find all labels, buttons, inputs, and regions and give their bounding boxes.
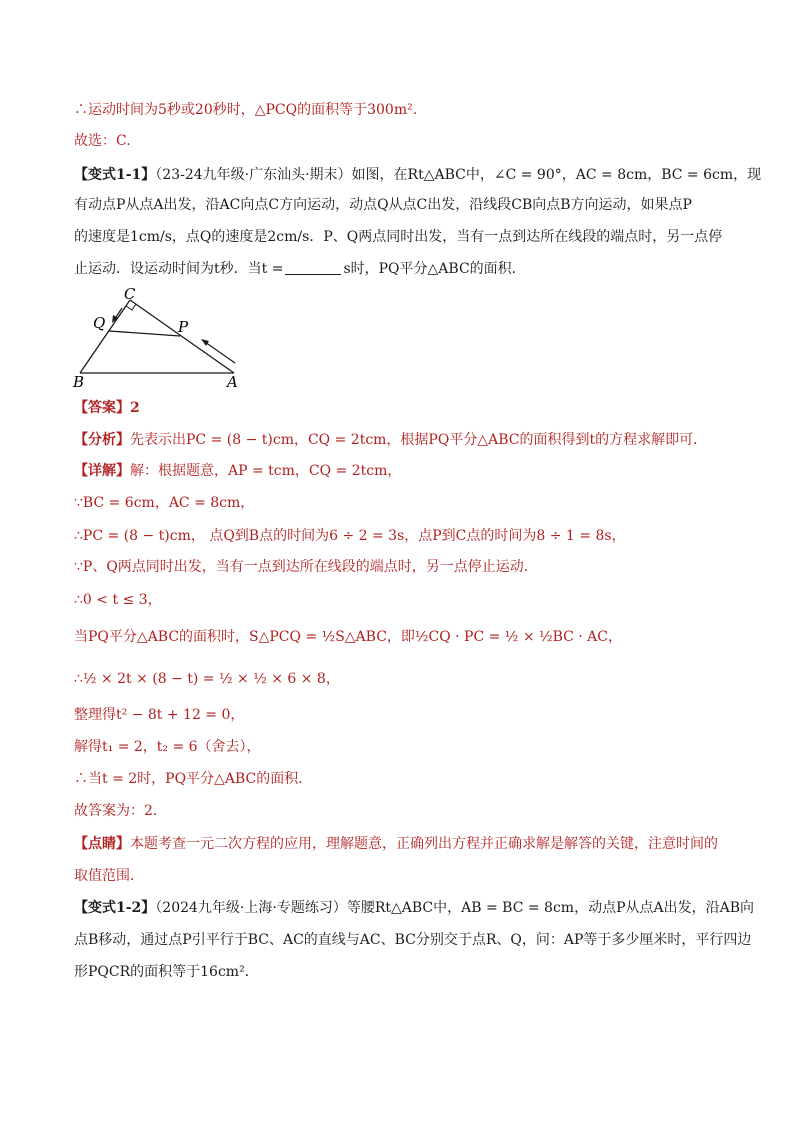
variant-1-2-question-line-1 <box>74 898 755 918</box>
solution-step-10: 故答案为：2． <box>74 803 167 819</box>
question-text-before-blank: 止运动．设运动时间为t秒．当t = <box>74 261 284 277</box>
key-point-tag: 【点睛】 <box>74 836 130 852</box>
analysis-line <box>74 430 724 450</box>
variant-1-2-text-1: （2024九年级·上海·专题练习）等腰Rt△ABC中，AB = BC = 8cm，动点P从点A出发，沿AB向 <box>155 900 755 916</box>
variant-1-1-question-line-4 <box>74 259 724 279</box>
solution-step-1: ∵BC = 6cm，AC = 8cm， <box>74 495 255 511</box>
key-point-line-1 <box>74 834 724 854</box>
vertex-label-A: A <box>227 373 238 390</box>
variant-1-1-text-1: （23-24九年级·广东汕头·期末）如图，在Rt△ABC中，∠C = 90°，AC = 8cm，BC = 6cm，现 <box>155 167 762 183</box>
solution-step-8: 解得t₁ = 2，t₂ = 6（舍去）， <box>74 739 261 755</box>
answer-line <box>74 398 724 418</box>
variant-1-2-question-line-3: 形PQCR的面积等于16cm²． <box>74 964 259 980</box>
side-CA <box>130 300 234 373</box>
detail-text: 解：根据题意，AP = tcm，CQ = 2tcm， <box>130 463 402 479</box>
analysis-text: 先表示出PC = (8 − t)cm，CQ = 2tcm，根据PQ平分△ABC的面积得到t的方程求解即可． <box>130 432 708 448</box>
variant-1-2-question-line-2: 点B移动，通过点P引平行于BC、AC的直线与AC、BC分别交于点R、Q，问：AP等于多少厘米时，平行四边 <box>74 932 752 948</box>
solution-step-7: 整理得t² − 8t + 12 = 0， <box>74 707 245 723</box>
right-angle-mark <box>126 304 136 310</box>
solution-step-2: ∴PC = (8 − t)cm， 点Q到B点的时间为6 ÷ 2 = 3s，点P到C点的时间为8 ÷ 1 = 8s， <box>74 528 626 544</box>
answer-blank <box>285 260 341 275</box>
variant-1-1-tag: 【变式1-1】 <box>74 167 156 183</box>
answer-value: 2 <box>130 400 140 416</box>
choice-answer-line: 故选：C. <box>74 133 131 149</box>
solution-step-9: ∴当t = 2时，PQ平分△ABC的面积． <box>74 771 313 787</box>
side-BC <box>80 300 130 373</box>
point-label-P: P <box>178 318 189 336</box>
solution-step-4: ∴0 < t ≤ 3， <box>74 592 162 608</box>
detail-line <box>74 461 724 481</box>
analysis-tag: 【分析】 <box>74 432 130 448</box>
variant-1-1-question-line-2: 有动点P从点A出发，沿AC向点C方向运动，动点Q从点C出发，沿线段CB向点B方向运动，如果点P <box>74 197 692 213</box>
vertex-label-C: C <box>124 285 136 303</box>
arrow-P-head <box>201 339 209 346</box>
conclusion-line: ∴运动时间为5秒或20秒时，△PCQ的面积等于300m². <box>74 102 418 118</box>
segment-PQ <box>109 331 180 336</box>
point-label-Q: Q <box>93 314 106 332</box>
answer-tag: 【答案】 <box>74 400 130 416</box>
solution-step-6: ∴½ × 2t × (8 − t) = ½ × ½ × 6 × 8， <box>74 671 340 687</box>
variant-1-2-tag: 【变式1-2】 <box>74 900 156 916</box>
variant-1-1-question-line-3: 的速度是1cm/s，点Q的速度是2cm/s．P、Q两点同时出发，当有一点到达所在线段的端点时，另一点停 <box>74 229 723 245</box>
detail-tag: 【详解】 <box>74 463 130 479</box>
triangle-figure <box>70 285 250 390</box>
question-text-after-blank: s时，PQ平分△ABC的面积． <box>343 261 526 277</box>
solution-step-5: 当PQ平分△ABC的面积时，S△PCQ = ½S△ABC，即½CQ · PC = ½ × ½BC · AC， <box>74 629 623 645</box>
variant-1-1-question-line-1 <box>74 165 762 185</box>
arrow-P-shaft <box>205 342 235 363</box>
solution-step-3: ∵P、Q两点同时出发，当有一点到达所在线段的端点时，另一点停止运动． <box>74 559 538 575</box>
vertex-label-B: B <box>73 373 85 390</box>
key-point-line-2: 取值范围． <box>74 868 144 884</box>
key-point-text-1: 本题考查一元二次方程的应用，理解题意，正确列出方程并正确求解是解答的关键，注意时间的 <box>130 836 718 852</box>
